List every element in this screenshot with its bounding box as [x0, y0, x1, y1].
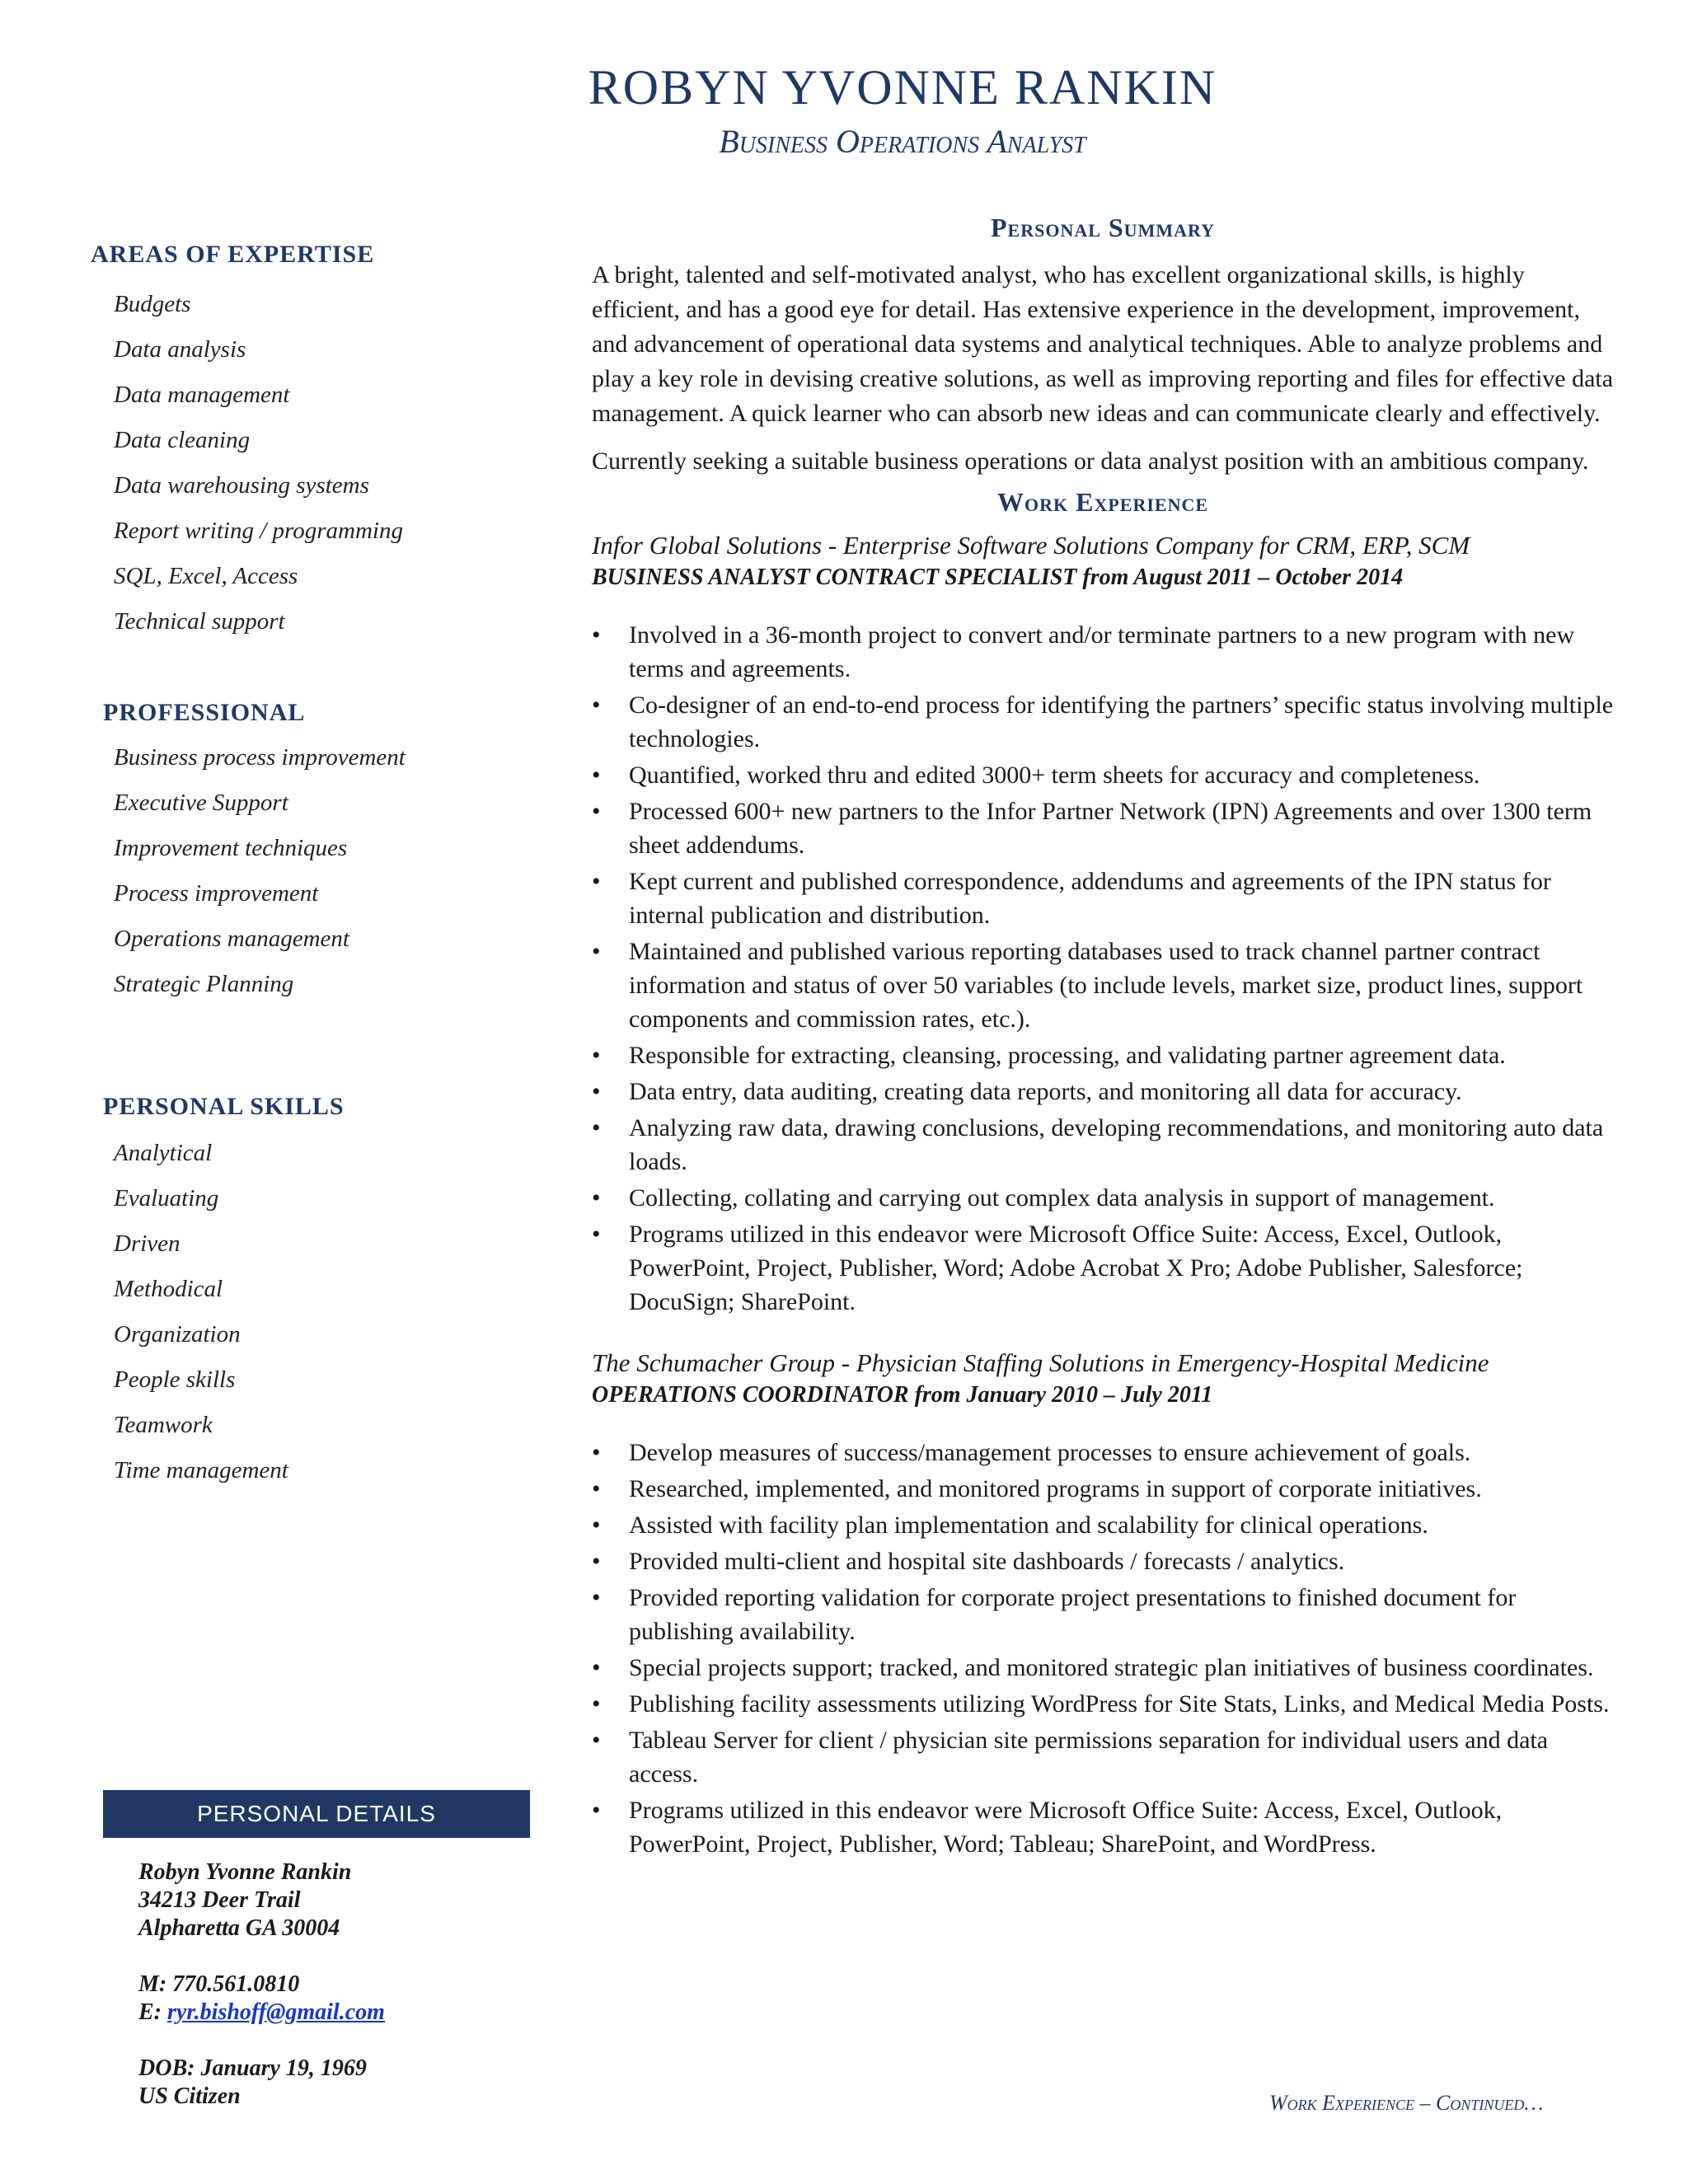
list-item: • Quantified, worked thru and edited 3000+ term sheets for accuracy and completeness. — [592, 758, 1614, 792]
list-item: • Provided reporting validation for corporate project presentations to finished document for publishing availability. — [592, 1581, 1614, 1648]
list-item: Evaluating — [114, 1185, 219, 1212]
list-item: • Analyzing raw data, drawing conclusions, developing recommendations, and monitoring auto data loads. — [592, 1111, 1614, 1179]
personal-details — [138, 1858, 551, 2111]
list-item: Business process improvement — [114, 744, 406, 771]
list-item: Driven — [114, 1230, 181, 1257]
list-item: • Provided multi-client and hospital site dashboards / forecasts / analytics. — [592, 1544, 1614, 1578]
list-item: • Kept current and published correspondence, addendums and agreements of the IPN status for internal publication and distribution. — [592, 865, 1614, 932]
list-item: • Collecting, collating and carrying out complex data analysis in support of management. — [592, 1181, 1614, 1215]
list-item: • Involved in a 36-month project to convert and/or terminate partners to a new program with new terms and agreements. — [592, 618, 1614, 686]
list-item: • Publishing facility assessments utilizing WordPress for Site Stats, Links, and Medical Media Posts. — [592, 1687, 1614, 1721]
list-item: Executive Support — [114, 790, 288, 816]
list-item: People skills — [114, 1366, 236, 1393]
skills-heading: PERSONAL SKILLS — [103, 1093, 345, 1120]
list-item: • Programs utilized in this endeavor were Microsoft Office Suite: Access, Excel, Outlook, PowerPoint, Project, Publisher, Word; Adobe Acrobat X Pro; Adobe Publisher, Salesforce; DocuSign; SharePoint. — [592, 1217, 1614, 1319]
list-item: • Co-designer of an end-to-end process for identifying the partners’ specific status involving multiple technologies. — [592, 688, 1614, 756]
list-item: • Special projects support; tracked, and monitored strategic plan initiatives of business coordinates. — [592, 1651, 1614, 1685]
list-item: Data warehousing systems — [114, 472, 369, 499]
details-dob: DOB: January 19, 1969 — [138, 2055, 367, 2081]
job-bullets — [592, 618, 1614, 1319]
list-item: Time management — [114, 1457, 288, 1483]
job-company: Infor Global Solutions - Enterprise Software Solutions Company for CRM, ERP, SCM — [592, 531, 1470, 560]
expertise-heading: AREAS OF EXPERTISE — [91, 241, 375, 268]
list-item: Organization — [114, 1321, 241, 1347]
expertise-list — [114, 282, 403, 644]
list-item: Operations management — [114, 926, 349, 952]
main-content — [592, 206, 1614, 1863]
details-street: 34213 Deer Trail — [138, 1887, 301, 1913]
details-citizenship: US Citizen — [138, 2083, 241, 2109]
summary-paragraph: A bright, talented and self-motivated analyst, who has excellent organizational skills, is highly efficient, and has a good eye for detail. Has extensive experience in the development, improvement, and advancement of operational data systems and analytical techniques. Able to analyze problems and play a key role in devising creative solutions, as well as improving reporting and files for effective data management. A quick learner who can absorb new ideas and can communicate clearly and effectively. — [592, 261, 1614, 427]
list-item: Strategic Planning — [114, 971, 294, 997]
list-item: Analytical — [114, 1140, 213, 1166]
candidate-role: Business Operations Analyst — [719, 123, 1086, 160]
list-item: Improvement techniques — [114, 835, 348, 861]
email-link[interactable]: ryr.bishoff@gmail.com — [167, 1999, 385, 2025]
job-title: BUSINESS ANALYST CONTRACT SPECIALIST from August 2011 – October 2014 — [592, 565, 1404, 590]
candidate-name: ROBYN YVONNE RANKIN — [588, 60, 1217, 115]
job-company: The Schumacher Group - Physician Staffing Solutions in Emergency-Hospital Medicine — [592, 1348, 1489, 1377]
list-item: Budgets — [114, 291, 191, 317]
details-phone: M: 770.561.0810 — [138, 1971, 300, 1997]
job-title: OPERATIONS COORDINATOR from January 2010 – July 2011 — [592, 1382, 1213, 1408]
summary-objective: Currently seeking a suitable business operations or data analyst position with an ambitious company. — [592, 448, 1589, 475]
details-city: Alpharetta GA 30004 — [138, 1915, 340, 1941]
list-item: • Programs utilized in this endeavor were Microsoft Office Suite: Access, Excel, Outlook, PowerPoint, Project, Publisher, Word; Tableau; SharePoint, and WordPress. — [592, 1793, 1614, 1861]
continued-note: Work Experience – Continued… — [1269, 2091, 1544, 2115]
list-item: • Maintained and published various reporting databases used to track channel partner contract information and status of over 50 variables (to include levels, market size, product lines, support components and commission rates, etc.). — [592, 935, 1614, 1036]
list-item: Data cleaning — [114, 427, 251, 453]
list-item: Methodical — [114, 1276, 223, 1302]
personal-details-heading: PERSONAL DETAILS — [103, 1790, 530, 1838]
job-bullets — [592, 1436, 1614, 1861]
list-item: • Researched, implemented, and monitored programs in support of corporate initiatives. — [592, 1472, 1614, 1506]
list-item: • Assisted with facility plan implementation and scalability for clinical operations. — [592, 1508, 1614, 1542]
list-item: Technical support — [114, 608, 285, 635]
list-item: Data analysis — [114, 336, 246, 363]
email-label: E: — [138, 1999, 167, 2025]
list-item: Data management — [114, 382, 290, 408]
list-item: Teamwork — [114, 1412, 213, 1438]
details-name: Robyn Yvonne Rankin — [138, 1859, 352, 1885]
details-email-row — [138, 1999, 551, 2027]
professional-list — [114, 735, 406, 1007]
list-item: • Data entry, data auditing, creating data reports, and monitoring all data for accuracy. — [592, 1075, 1614, 1108]
skills-list — [114, 1131, 288, 1493]
list-item: Process improvement — [114, 880, 319, 907]
list-item: • Tableau Server for client / physician site permissions separation for individual users and data access. — [592, 1723, 1614, 1791]
list-item: SQL, Excel, Access — [114, 563, 298, 589]
professional-heading: PROFESSIONAL — [103, 699, 306, 726]
list-item: • Responsible for extracting, cleansing, processing, and validating partner agreement data. — [592, 1038, 1614, 1072]
list-item: • Processed 600+ new partners to the Infor Partner Network (IPN) Agreements and over 1300 term sheet addendums. — [592, 794, 1614, 862]
list-item: Report writing / programming — [114, 518, 403, 544]
summary-heading: Personal Summary — [990, 213, 1215, 242]
list-item: • Develop measures of success/management processes to ensure achievement of goals. — [592, 1436, 1614, 1469]
experience-heading: Work Experience — [996, 487, 1209, 517]
